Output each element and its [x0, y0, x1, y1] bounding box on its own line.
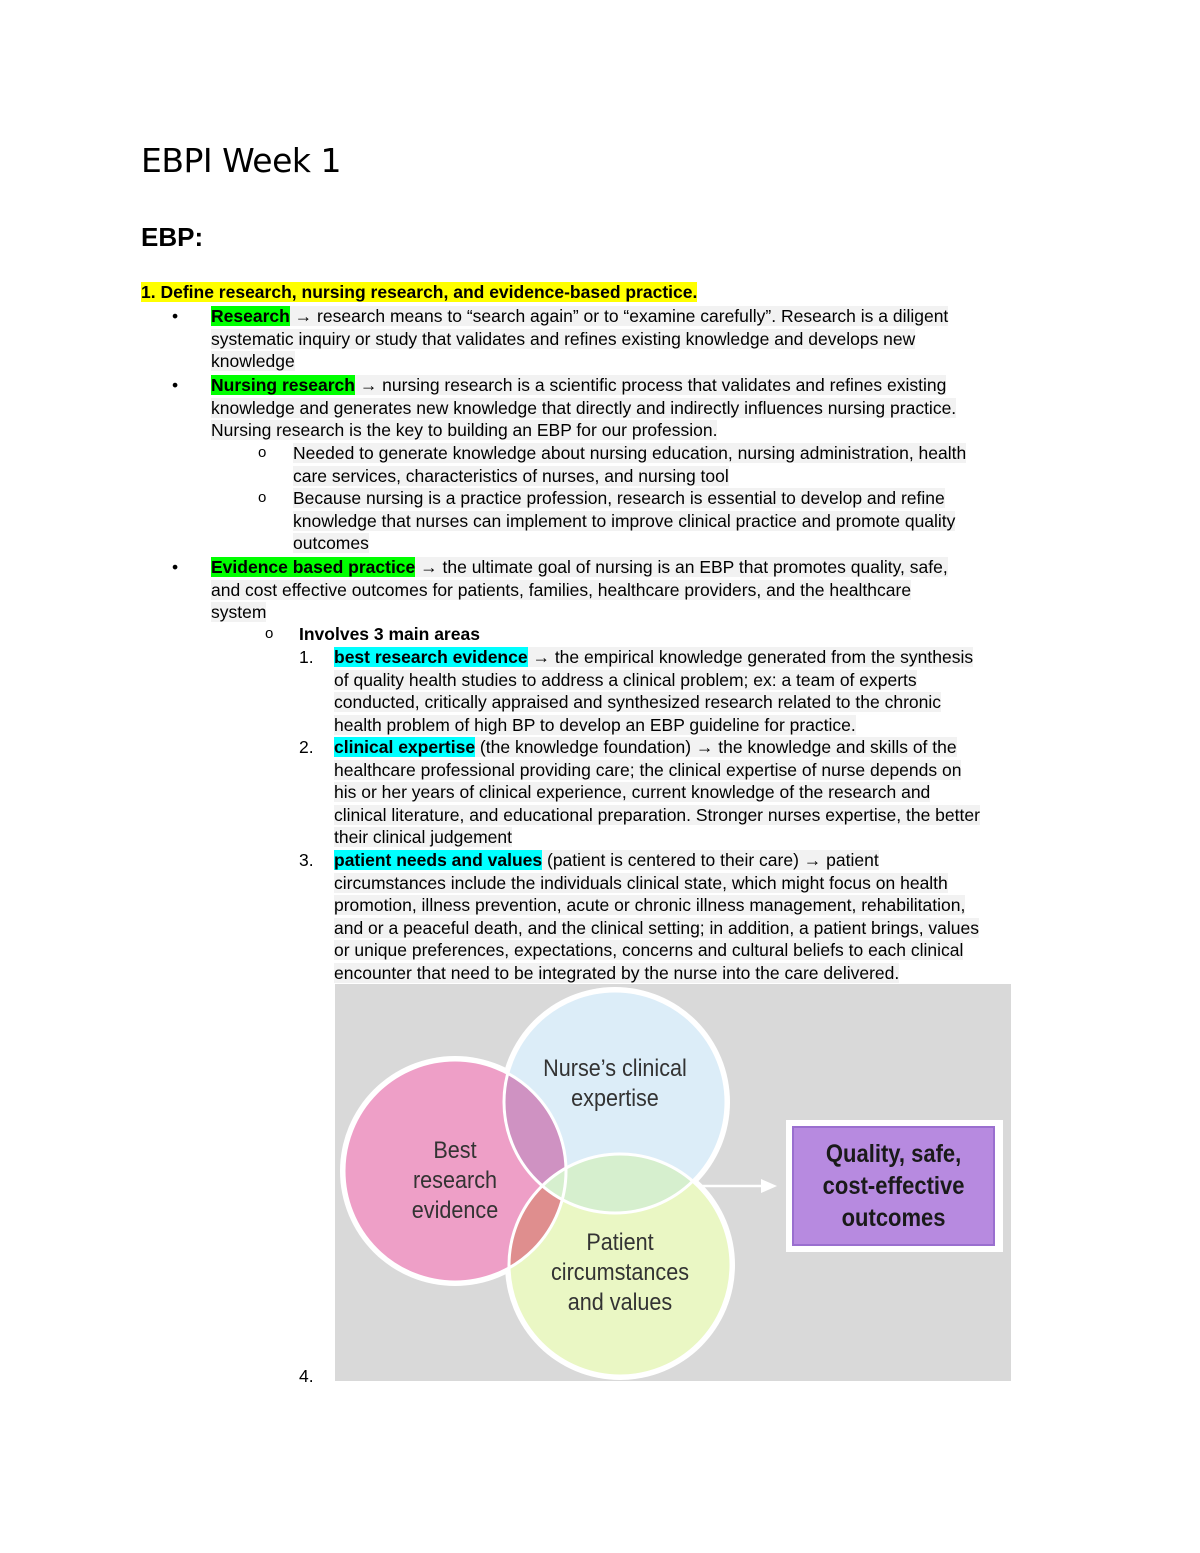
- label-line: Nurse’s clinical: [543, 1055, 687, 1082]
- sub-bullet-marker: o: [265, 625, 274, 642]
- label-line: circumstances: [550, 1259, 690, 1286]
- list-number: 1.: [299, 647, 314, 667]
- text-line: encounter that need to be integrated by the nurse into the care delivered.: [334, 962, 900, 983]
- text-line: circumstances include the individuals clinical state, which might focus on health: [334, 872, 948, 893]
- bullet-dot: •: [172, 375, 179, 395]
- sub-bullet-2: [293, 487, 1083, 555]
- text-line: conducted, critically appraised and synthesized research related to the chronic: [334, 692, 942, 713]
- text-line: or unique preferences, expectations, concerns and cultural beliefs to each clinical: [334, 940, 964, 961]
- text-line: health problem of high BP to develop an EBP guideline for practice.: [334, 714, 856, 735]
- ebp-venn-diagram: [335, 984, 1011, 1381]
- sub-bullet-1: [293, 442, 1083, 487]
- text-line: systematic inquiry or study that validates and refines existing knowledge and develops new: [211, 328, 916, 349]
- label-patient-circumstances: [521, 1228, 719, 1318]
- text-line: Because nursing is a practice profession, research is essential to develop and refine: [293, 488, 945, 508]
- text-line: their clinical judgement: [334, 827, 513, 848]
- text-line: care services, characteristics of nurses, and nursing tool: [293, 465, 729, 486]
- sub-heading-main-areas: Involves 3 main areas: [299, 624, 480, 644]
- section-heading: EBP:: [141, 222, 204, 252]
- text-line: Nursing research is the key to building an EBP for our profession.: [211, 420, 718, 441]
- outcome-panel: [792, 1126, 995, 1246]
- outcome-box: [786, 1120, 1003, 1252]
- label-line: expertise: [571, 1085, 659, 1112]
- outcome-label: [823, 1138, 965, 1234]
- sub-bullet-marker: o: [258, 489, 267, 506]
- label-nurses-clinical-expertise: [516, 1054, 714, 1114]
- text-line: knowledge: [211, 351, 295, 372]
- label-line: evidence: [411, 1197, 499, 1224]
- term-clinical-expertise: clinical expertise: [334, 737, 476, 757]
- term-research: Research: [211, 306, 290, 326]
- label-line: Best: [433, 1137, 477, 1164]
- label-line: Quality, safe,: [825, 1140, 962, 1168]
- area-clinical-expertise: [334, 736, 1094, 849]
- text-line: Needed to generate knowledge about nursing education, nursing administration, health: [293, 443, 967, 463]
- text-line: knowledge that nurses can implement to improve clinical practice and promote quality: [293, 510, 956, 531]
- area-best-research-evidence: [334, 646, 1094, 736]
- text-line: his or her years of clinical experience, current knowledge of the research and: [334, 782, 931, 803]
- text-line: healthcare professional providing care; the clinical expertise of nurse depends on: [334, 759, 962, 780]
- document-title: EBPI Week 1: [141, 141, 342, 180]
- term-patient-needs-and-values: patient needs and values: [334, 850, 543, 870]
- text-line: outcomes: [293, 533, 369, 554]
- list-number: 4.: [299, 1366, 314, 1386]
- text-line: (the knowledge foundation) → the knowledge and skills of the: [475, 737, 957, 757]
- text-line: → the ultimate goal of nursing is an EBP that promotes quality, safe,: [415, 557, 948, 577]
- label-best-research-evidence: [374, 1136, 536, 1226]
- list-number: 2.: [299, 737, 314, 757]
- list-number: 3.: [299, 850, 314, 870]
- text-line: and cost effective outcomes for patients, families, healthcare providers, and the healthcare: [211, 579, 912, 600]
- term-evidence-based-practice: Evidence based practice: [211, 557, 416, 577]
- sub-bullet-marker: o: [258, 444, 267, 461]
- term-nursing-research: Nursing research: [211, 375, 355, 395]
- text-line: and or a peaceful death, and the clinical setting; in addition, a patient brings, values: [334, 917, 980, 938]
- label-line: Patient: [586, 1229, 654, 1256]
- label-line: cost-effective: [822, 1172, 965, 1200]
- text-line: knowledge and generates new knowledge that directly and indirectly influences nursing practice.: [211, 397, 957, 418]
- bullet-dot: •: [172, 557, 179, 577]
- arrow-head-icon: [761, 1179, 777, 1193]
- bullet-dot: •: [172, 306, 179, 326]
- term-best-research-evidence: best research evidence: [334, 647, 528, 667]
- area-patient-needs-and-values: [334, 849, 1094, 985]
- text-line: clinical literature, and educational preparation. Stronger nurses expertise, the better: [334, 804, 980, 825]
- question-heading: [141, 281, 697, 304]
- text-line: → research means to “search again” or to “examine carefully”. Research is a diligent: [289, 306, 949, 326]
- text-line: (patient is centered to their care) → patient: [542, 850, 879, 870]
- label-line: and values: [567, 1289, 673, 1316]
- text-line: → the empirical knowledge generated from the synthesis: [527, 647, 974, 667]
- label-line: outcomes: [841, 1204, 946, 1232]
- question-text: 1. Define research, nursing research, and evidence-based practice.: [141, 282, 698, 302]
- label-line: research: [412, 1167, 498, 1194]
- text-line: system: [211, 602, 267, 623]
- text-line: of quality health studies to address a clinical problem; ex: a team of experts: [334, 669, 917, 690]
- text-line: → nursing research is a scientific process that validates and refines existing: [354, 375, 947, 395]
- text-line: promotion, illness prevention, acute or chronic illness management, rehabilitation,: [334, 895, 966, 916]
